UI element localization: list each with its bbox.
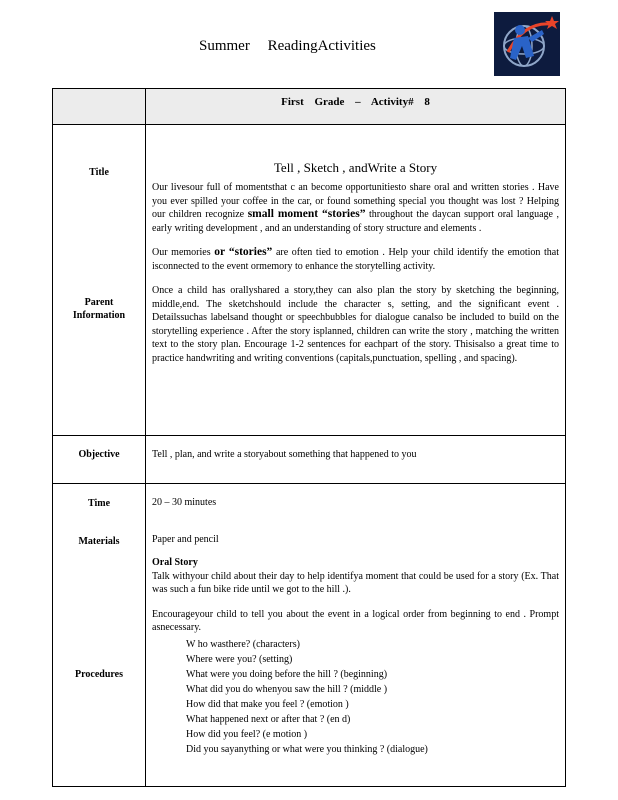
question-text: What happened next or after that ? (en d)	[186, 713, 351, 725]
list-item	[168, 667, 559, 682]
list-item	[168, 682, 559, 697]
question-text: Where were you? (setting)	[186, 653, 293, 665]
materials-label: Materials	[78, 535, 120, 547]
procedures-label: Procedures	[75, 669, 123, 680]
list-item	[168, 697, 559, 712]
p2-text-c: are often tied to emotion . Help your child identify the emotion that isconnected to the event ormemory to enhance the storytelling activity.	[152, 247, 559, 272]
header-row	[53, 89, 566, 125]
parent-label-line2: Information	[72, 310, 126, 321]
oral-story-heading: Oral Story	[152, 557, 198, 568]
activity-table	[52, 88, 566, 787]
details-row	[53, 484, 566, 787]
details-content-cell	[146, 484, 566, 787]
time-value: 20 – 30 minutes	[152, 497, 217, 508]
objective-row	[53, 436, 566, 484]
parent-info-label	[54, 296, 144, 323]
question-list	[168, 637, 559, 757]
parent-paragraph-2	[152, 246, 559, 273]
list-item	[168, 637, 559, 652]
p2-emphasis: or “stories”	[214, 246, 273, 258]
parent-paragraph-3: Once a child has orallyshared a story,they can also plan the story by sketching the beginning, middle,end. The sketchshould include the character s, setting, and the significant event . Detailssuchas labelsand thought or speechbubbles for dialogue canalso be included to build on the storytelling experience . After the story isplanned, children can write the story , matching the written text to the story plan. Encourage 1-2 sentences for eachpart of the story. Thisisalso a great time to practice handwriting and writing conventions (capitals,punctuation, spelling , and spacing).	[152, 285, 559, 364]
p1-text-a: Our livesour full of momentsthat c an become opportunitiesto share oral and written stories . Have you ever spilled your coffee in the car, or found something special you thought was lost ? Helping our children recognize	[152, 182, 559, 220]
question-text: W ho wasthere? (characters)	[186, 638, 300, 650]
oral-story-text: Talk withyour child about their day to help identifya moment that could be used for a story (Ex. That was such a fun bike ride until we got to the hill .).	[152, 570, 559, 595]
details-label-cell	[53, 484, 146, 787]
grade-activity-heading: First Grade – Activity# 8	[146, 89, 566, 125]
encourage-text: Encourageyour child to tell you about the event in a logical order from beginning to end . Prompt asnecessary.	[152, 608, 559, 633]
parent-label-line1: Parent	[84, 296, 114, 308]
question-text: How did that make you feel ? (emotion )	[186, 698, 349, 710]
list-item	[168, 742, 559, 757]
question-text: Did you sayanything or what were you thinking ? (dialogue)	[186, 743, 428, 755]
materials-value: Paper and pencil	[152, 533, 219, 545]
list-item	[168, 712, 559, 727]
info-row	[53, 125, 566, 436]
p2-text-a: Our memories	[152, 247, 211, 258]
objective-value: Tell , plan, and write a storyabout something that happened to you	[146, 436, 566, 484]
header-label-cell	[53, 89, 146, 125]
activity-title: Tell , Sketch , andWrite a Story	[273, 160, 438, 175]
info-label-cell	[53, 125, 146, 436]
objective-label: Objective	[53, 436, 146, 484]
title-label: Title	[89, 167, 109, 178]
question-text: What were you doing before the hill ? (beginning)	[186, 668, 388, 680]
info-content-cell	[146, 125, 566, 436]
p1-text-c: throughout the daycan support oral language , early writing development , and an understanding of story structure and elements .	[152, 209, 560, 234]
question-text: What did you do whenyou saw the hill ? (middle )	[186, 683, 388, 695]
page-title: Summer ReadingActivities	[199, 38, 376, 54]
question-text: How did you feel? (e motion )	[186, 728, 308, 740]
parent-paragraph-1	[152, 181, 559, 235]
time-label: Time	[87, 498, 111, 509]
school-logo	[494, 12, 560, 76]
p1-emphasis: small moment “stories”	[247, 208, 366, 220]
list-item	[168, 652, 559, 667]
list-item	[168, 727, 559, 742]
